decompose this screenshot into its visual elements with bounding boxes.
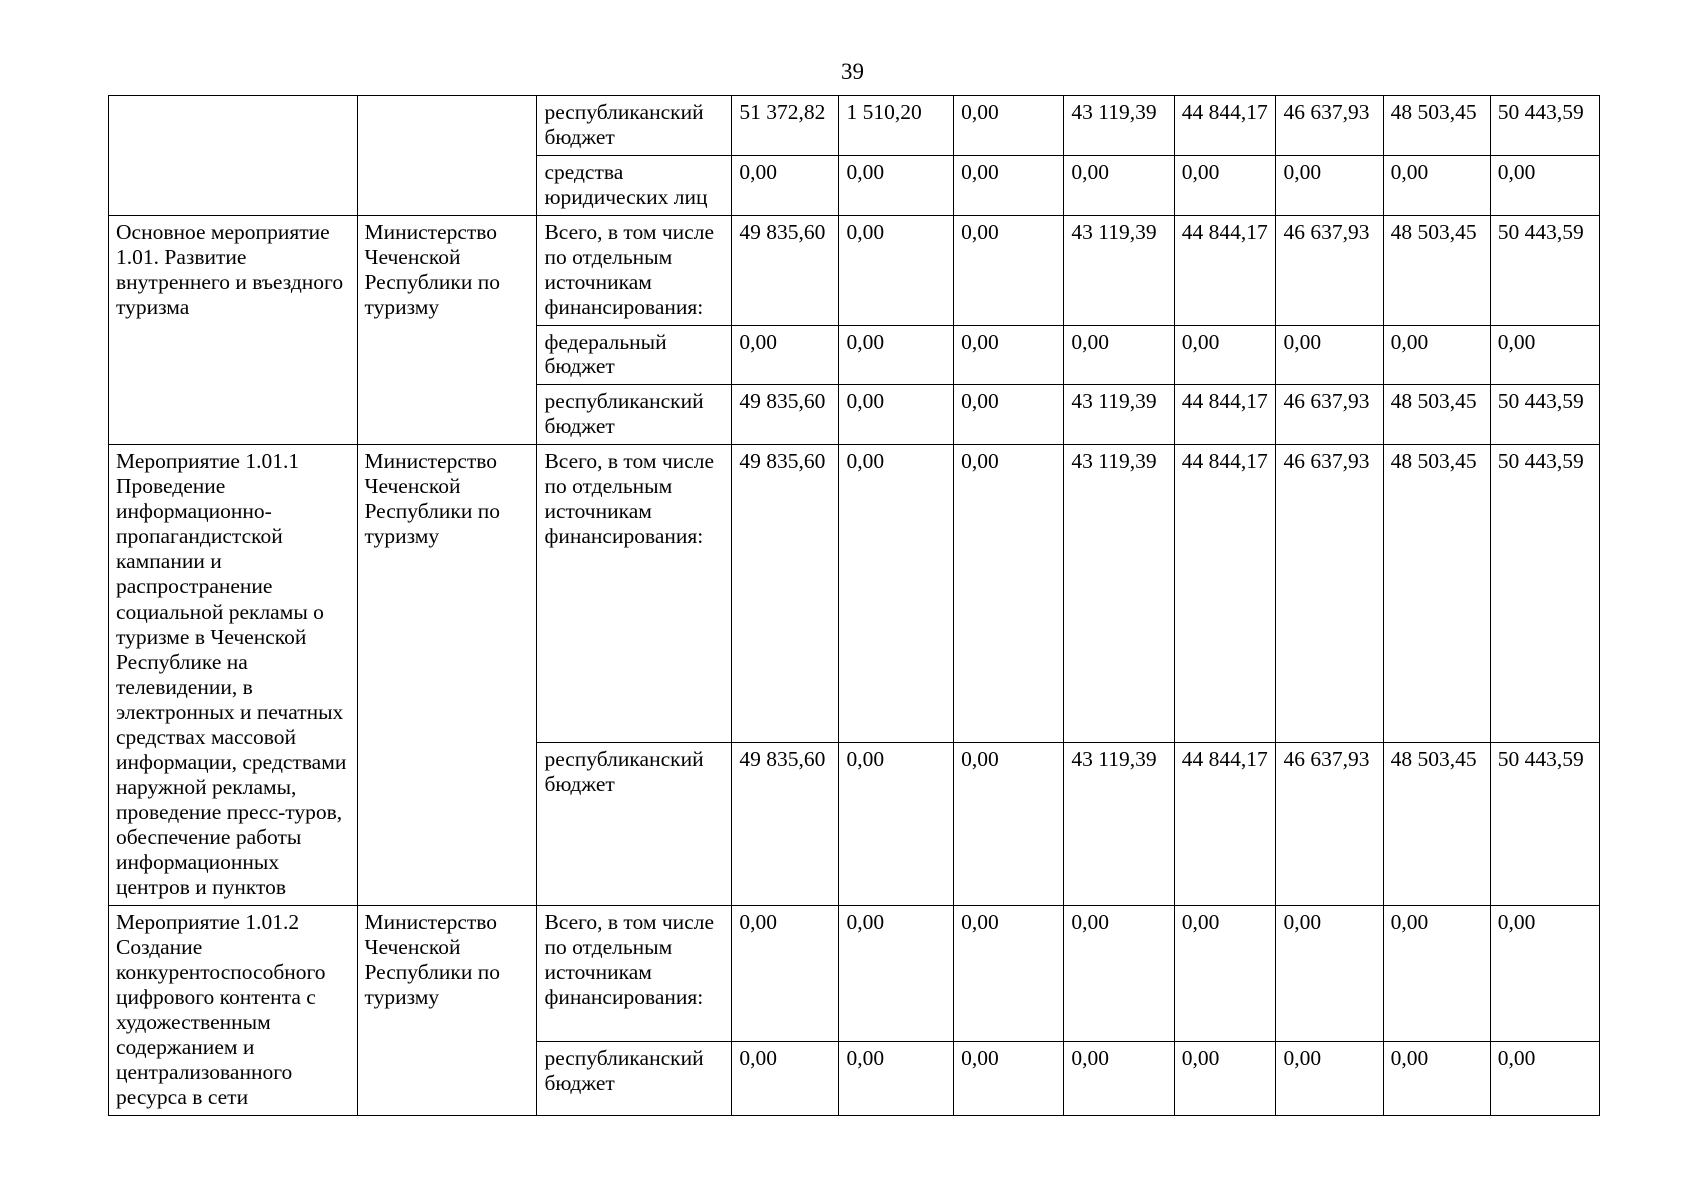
amount-cell: 0,00 <box>1276 325 1383 385</box>
funding-source-cell: республиканский бюджет <box>537 1042 732 1116</box>
funding-source-cell: Всего, в том числе по отдельным источникам финансирования: <box>537 906 732 1042</box>
amount-cell: 0,00 <box>954 385 1064 445</box>
measure-name-cell: Мероприятие 1.01.1 Проведение информационно-пропагандистской кампании и распространение социальной рекламы о туризме в Чеченской Республике на телевидении, в электронных и печатных средствах массовой информации, средствами наружной рекламы, проведение пресс-туров, обеспечение работы информационных центров и пунктов <box>109 445 358 906</box>
amount-cell: 0,00 <box>1174 325 1276 385</box>
amount-cell: 46 637,93 <box>1276 743 1383 906</box>
amount-cell: 0,00 <box>839 743 954 906</box>
amount-cell: 49 835,60 <box>732 385 839 445</box>
amount-cell: 0,00 <box>1490 1042 1599 1116</box>
amount-cell: 0,00 <box>954 743 1064 906</box>
amount-cell: 48 503,45 <box>1383 96 1490 156</box>
page-number: 39 <box>841 59 864 84</box>
funding-source-cell: средства юридических лиц <box>537 155 732 215</box>
amount-cell: 0,00 <box>1174 1042 1276 1116</box>
amount-cell: 0,00 <box>1174 906 1276 1042</box>
executor-cell: Министерство Чеченской Республики по туризму <box>357 445 537 906</box>
amount-cell: 50 443,59 <box>1490 743 1599 906</box>
table-row <box>109 445 1600 743</box>
amount-cell: 0,00 <box>1383 325 1490 385</box>
amount-cell: 0,00 <box>839 906 954 1042</box>
amount-cell: 0,00 <box>954 215 1064 325</box>
amount-cell: 0,00 <box>1276 906 1383 1042</box>
amount-cell: 0,00 <box>732 906 839 1042</box>
amount-cell: 0,00 <box>954 445 1064 743</box>
table-row <box>109 215 1600 325</box>
amount-cell: 0,00 <box>1064 325 1174 385</box>
amount-cell: 48 503,45 <box>1383 445 1490 743</box>
amount-cell: 43 119,39 <box>1064 96 1174 156</box>
amount-cell: 0,00 <box>954 325 1064 385</box>
amount-cell: 0,00 <box>1064 155 1174 215</box>
amount-cell: 0,00 <box>1276 1042 1383 1116</box>
amount-cell: 0,00 <box>1490 155 1599 215</box>
measure-name-cell: Основное мероприятие 1.01. Развитие внутреннего и въездного туризма <box>109 215 358 445</box>
funding-source-cell: республиканский бюджет <box>537 743 732 906</box>
amount-cell: 50 443,59 <box>1490 385 1599 445</box>
amount-cell: 0,00 <box>1064 906 1174 1042</box>
amount-cell: 49 835,60 <box>732 215 839 325</box>
amount-cell: 49 835,60 <box>732 743 839 906</box>
amount-cell: 43 119,39 <box>1064 215 1174 325</box>
executor-cell: Министерство Чеченской Республики по туризму <box>357 906 537 1116</box>
amount-cell: 0,00 <box>954 1042 1064 1116</box>
amount-cell: 44 844,17 <box>1174 445 1276 743</box>
amount-cell: 0,00 <box>1174 155 1276 215</box>
amount-cell: 0,00 <box>839 1042 954 1116</box>
amount-cell: 49 835,60 <box>732 445 839 743</box>
table-row <box>109 96 1600 156</box>
amount-cell: 44 844,17 <box>1174 743 1276 906</box>
amount-cell: 51 372,82 <box>732 96 839 156</box>
amount-cell: 46 637,93 <box>1276 96 1383 156</box>
executor-cell: Министерство Чеченской Республики по туризму <box>357 215 537 445</box>
amount-cell: 0,00 <box>954 155 1064 215</box>
amount-cell: 0,00 <box>839 385 954 445</box>
amount-cell: 50 443,59 <box>1490 96 1599 156</box>
amount-cell: 0,00 <box>839 215 954 325</box>
funding-source-cell: федеральный бюджет <box>537 325 732 385</box>
amount-cell: 46 637,93 <box>1276 385 1383 445</box>
amount-cell: 46 637,93 <box>1276 445 1383 743</box>
amount-cell: 0,00 <box>732 155 839 215</box>
amount-cell: 0,00 <box>1490 325 1599 385</box>
amount-cell: 46 637,93 <box>1276 215 1383 325</box>
amount-cell: 0,00 <box>839 155 954 215</box>
amount-cell: 43 119,39 <box>1064 743 1174 906</box>
amount-cell: 0,00 <box>732 325 839 385</box>
amount-cell: 0,00 <box>1276 155 1383 215</box>
table-row <box>109 906 1600 1042</box>
amount-cell: 0,00 <box>839 445 954 743</box>
amount-cell: 50 443,59 <box>1490 445 1599 743</box>
amount-cell: 48 503,45 <box>1383 215 1490 325</box>
funding-source-cell: Всего, в том числе по отдельным источникам финансирования: <box>537 445 732 743</box>
amount-cell: 0,00 <box>1490 906 1599 1042</box>
amount-cell: 43 119,39 <box>1064 445 1174 743</box>
measure-name-cell <box>109 96 358 216</box>
budget-table <box>108 95 1600 1116</box>
amount-cell: 0,00 <box>1383 906 1490 1042</box>
amount-cell: 0,00 <box>732 1042 839 1116</box>
amount-cell: 50 443,59 <box>1490 215 1599 325</box>
amount-cell: 48 503,45 <box>1383 743 1490 906</box>
funding-source-cell: Всего, в том числе по отдельным источникам финансирования: <box>537 215 732 325</box>
budget-table-body <box>109 96 1600 1116</box>
amount-cell: 0,00 <box>1383 1042 1490 1116</box>
amount-cell: 44 844,17 <box>1174 96 1276 156</box>
amount-cell: 44 844,17 <box>1174 385 1276 445</box>
amount-cell: 1 510,20 <box>839 96 954 156</box>
funding-source-cell: республиканский бюджет <box>537 96 732 156</box>
amount-cell: 0,00 <box>954 906 1064 1042</box>
amount-cell: 0,00 <box>1383 155 1490 215</box>
amount-cell: 44 844,17 <box>1174 215 1276 325</box>
amount-cell: 0,00 <box>954 96 1064 156</box>
funding-source-cell: республиканский бюджет <box>537 385 732 445</box>
amount-cell: 48 503,45 <box>1383 385 1490 445</box>
amount-cell: 0,00 <box>839 325 954 385</box>
measure-name-cell: Мероприятие 1.01.2 Создание конкурентоспособного цифрового контента с художественным содержанием и централизованного ресурса в сети <box>109 906 358 1116</box>
amount-cell: 43 119,39 <box>1064 385 1174 445</box>
executor-cell <box>357 96 537 216</box>
amount-cell: 0,00 <box>1064 1042 1174 1116</box>
